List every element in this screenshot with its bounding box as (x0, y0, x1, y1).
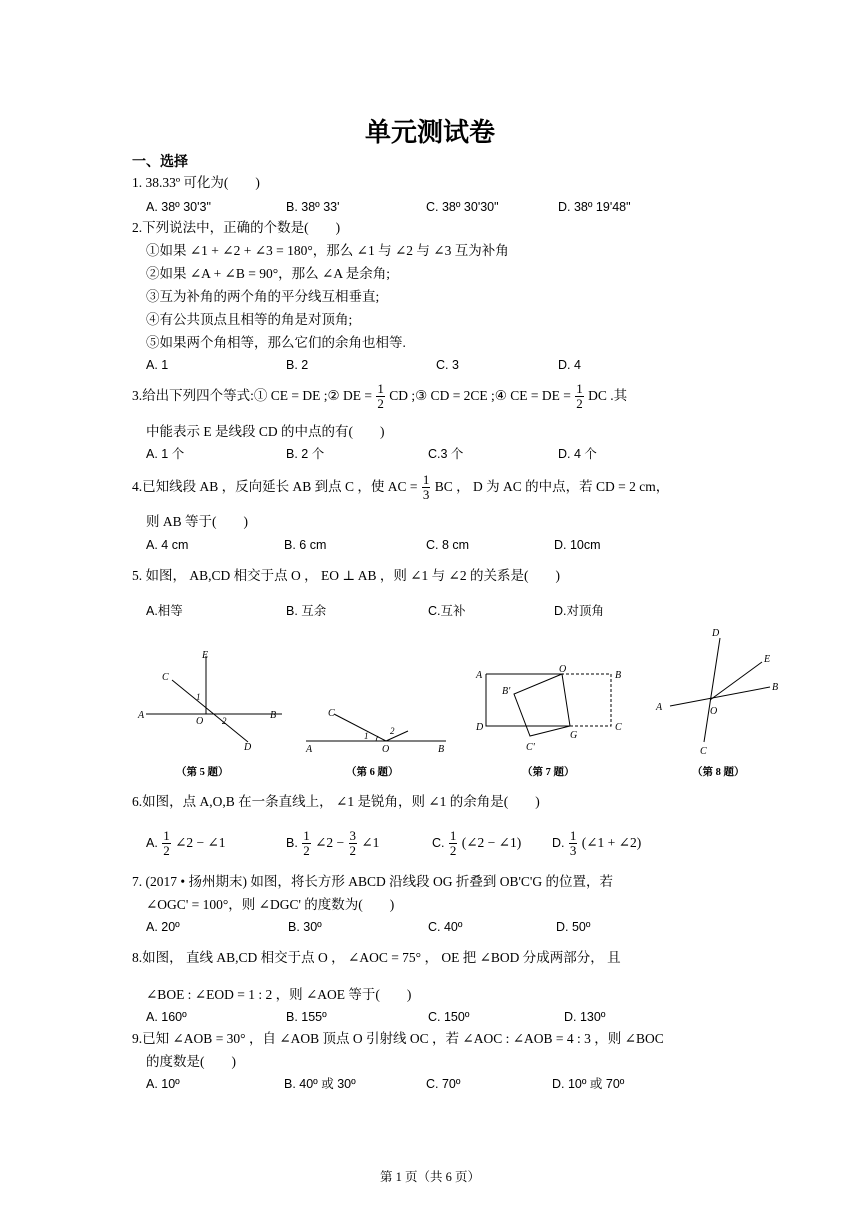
fig5-label-1: 1 (196, 692, 201, 702)
q6-option-d-label: D. (552, 836, 565, 850)
fig8-label-b: B (772, 682, 779, 693)
q6-b-num2: 3 (349, 828, 356, 844)
q6-option-b (286, 826, 379, 860)
q9-option-b: B. 40º 或 30º (284, 1077, 356, 1091)
fig7-label-a: A (476, 670, 483, 681)
fig6-label-o: O (382, 744, 390, 755)
q3-frac1-den: 2 (377, 396, 384, 412)
q6-option-a (146, 826, 226, 860)
q3-option-a: A. 1 个 (146, 447, 185, 461)
q2-item-2: ②如果 ∠A + ∠B = 90°，那么 ∠A 是余角; (146, 266, 390, 281)
q6-b-num: 1 (303, 828, 310, 844)
q2-option-d: D. 4 (558, 358, 581, 372)
q3-stem-part-a: 3.给出下列四个等式:① CE = DE ;② DE = (132, 388, 372, 403)
figure-5 (132, 642, 292, 762)
q6-b-den: 2 (303, 843, 310, 859)
q3-fraction-2 (575, 382, 584, 411)
q6-a-frac (162, 829, 171, 858)
q7-option-c: C. 40º (428, 920, 463, 934)
fig5-label-d: D (244, 742, 252, 753)
figure-8-caption: （第 8 题） (692, 767, 745, 778)
figure-7 (470, 660, 630, 760)
q6-b-frac2 (349, 829, 358, 858)
q4-line2: 则 AB 等于( ) (146, 514, 248, 529)
q8-stem: 8.如图， 直线 AB,CD 相交于点 O ， ∠AOC = 75° ， OE 把 ∠BOD 分成两部分， 且 (132, 950, 621, 965)
q4-option-a: A. 4 cm (146, 538, 189, 552)
q2-item-3: ③互为补角的两个角的平分线互相垂直; (146, 289, 380, 304)
q3-stem (132, 379, 627, 413)
q2-option-b: B. 2 (286, 358, 309, 372)
q3-option-b: B. 2 个 (286, 447, 325, 461)
q2-item-1: ①如果 ∠1 + ∠2 + ∠3 = 180°，那么 ∠1 与 ∠2 与 ∠3 互为补角 (146, 243, 509, 258)
q2-option-a: A. 1 (146, 358, 169, 372)
q4-stem (132, 470, 669, 504)
q6-d-rest: (∠1 + ∠2) (581, 835, 642, 850)
q2-stem: 2.下列说法中，正确的个数是( ) (132, 220, 341, 235)
q2-item-4: ④有公共顶点且相等的角是对顶角; (146, 312, 353, 327)
q9-option-d: D. 10º 或 70º (552, 1077, 625, 1091)
fig7-label-o: O (559, 664, 567, 675)
q6-d-den: 3 (569, 843, 577, 859)
q2-item-5: ⑤如果两个角相等，那么它们的余角也相等. (146, 335, 406, 350)
section-heading: 一、选择 (132, 153, 188, 169)
q7-option-b: B. 30º (288, 920, 322, 934)
q4-option-d: D. 10cm (554, 538, 601, 552)
q5-option-d: D.对顶角 (554, 604, 605, 618)
q8-option-d: D. 130º (564, 1010, 606, 1024)
fig5-label-e: E (202, 650, 209, 661)
fig8-label-c: C (700, 746, 707, 757)
page-footer: 第 1 页（共 6 页） (379, 1170, 480, 1184)
q5-option-a: A.相等 (146, 604, 183, 618)
figure-7-caption: （第 7 题） (522, 767, 575, 778)
fig6-label-c: C (328, 708, 335, 719)
figure-6-caption: （第 6 题） (346, 767, 399, 778)
q4-fraction (422, 473, 431, 502)
q4-frac-den: 3 (422, 487, 430, 503)
figure-6 (298, 700, 458, 760)
q7-option-a: A. 20º (146, 920, 180, 934)
q6-option-d (552, 826, 641, 860)
fig5-label-2: 2 (222, 716, 227, 726)
q8-option-a: A. 160º (146, 1010, 187, 1024)
fig7-label-b: B (615, 670, 622, 681)
q6-d-frac (569, 829, 578, 858)
q8-option-c: C. 150º (428, 1010, 470, 1024)
q6-a-den: 2 (163, 843, 170, 859)
q9-option-c: C. 70º (426, 1077, 461, 1091)
q4-stem-part-a: 4.已知线段 AB ，反向延长 AB 到点 C ，使 AC = (132, 479, 418, 494)
q1-option-c: C. 38º 30'30" (426, 200, 499, 214)
q6-a-rest: ∠2 − ∠1 (175, 835, 226, 850)
fig6-label-a: A (306, 744, 313, 755)
q3-fraction-1 (376, 382, 385, 411)
q9-stem: 9.已知 ∠AOB = 30° ，自 ∠AOB 顶点 O 引射线 OC ，若 ∠AOC : ∠AOB = 4 : 3 ，则 ∠BOC (132, 1031, 664, 1046)
q9-option-a: A. 10º (146, 1077, 180, 1091)
fig6-label-2: 2 (390, 726, 395, 736)
q3-stem-part-c: DC .其 (588, 388, 628, 403)
q3-option-d: D. 4 个 (558, 447, 597, 461)
fig5-label-a: A (138, 710, 145, 721)
fig7-label-d: D (476, 722, 484, 733)
q7-option-d: D. 50º (556, 920, 591, 934)
q8-option-b: B. 155º (286, 1010, 327, 1024)
q7-line2: ∠OGC' = 100°，则 ∠DGC' 的度数为( ) (146, 897, 395, 912)
fig7-label-cprime: C' (526, 742, 535, 753)
fig7-label-c: C (615, 722, 622, 733)
fig5-label-o: O (196, 716, 204, 727)
fig7-label-bprime: B' (502, 686, 511, 697)
q6-c-den: 2 (449, 843, 457, 859)
fig8-label-e: E (764, 654, 771, 665)
figure-8 (648, 624, 788, 758)
q6-option-c (432, 826, 521, 860)
q6-c-rest: (∠2 − ∠1) (461, 835, 522, 850)
q3-line2: 中能表示 E 是线段 CD 的中点的有( ) (146, 424, 385, 439)
fig6-label-1: 1 (364, 731, 369, 741)
q3-option-c: C.3 个 (428, 447, 464, 461)
q6-option-b-label: B. (286, 836, 298, 850)
q6-c-frac (449, 829, 458, 858)
q6-stem: 6.如图，点 A,O,B 在一条直线上， ∠1 是锐角，则 ∠1 的余角是( ) (132, 794, 540, 809)
fig5-label-b: B (270, 710, 277, 721)
q5-option-b: B. 互余 (286, 604, 327, 618)
q1-option-b: B. 38º 33' (286, 200, 340, 214)
q6-option-a-label: A. (146, 836, 158, 850)
fig8-label-o: O (710, 706, 718, 717)
q5-option-c: C.互补 (428, 604, 466, 618)
q6-option-c-label: C. (432, 836, 445, 850)
q3-frac2-num: 1 (576, 381, 583, 397)
q7-stem: 7. (2017 • 扬州期末) 如图，将长方形 ABCD 沿线段 OG 折叠到 OB'C'G 的位置，若 (132, 874, 613, 889)
q6-b-rest2: ∠1 (361, 835, 380, 850)
q6-a-num: 1 (163, 828, 170, 844)
q5-stem: 5. 如图， AB,CD 相交于点 O ， EO ⊥ AB ，则 ∠1 与 ∠2 的关系是( ) (132, 568, 560, 583)
fig8-label-d: D (712, 628, 720, 639)
q4-stem-part-b: BC ， D 为 AC 的中点，若 CD = 2 cm， (434, 479, 670, 494)
q1-option-a: A. 38º 30'3" (146, 200, 211, 214)
q2-option-c: C. 3 (436, 358, 459, 372)
q4-option-b: B. 6 cm (284, 538, 327, 552)
figure-5-caption: （第 5 题） (176, 767, 229, 778)
page-title: 单元测试卷 (364, 117, 495, 147)
q8-line2: ∠BOE : ∠EOD = 1 : 2 ，则 ∠AOE 等于( ) (146, 987, 412, 1002)
fig8-label-a: A (656, 702, 663, 713)
q1-stem: 1. 38.33º 可化为( ) (132, 175, 260, 190)
q3-stem-part-b: CD ;③ CD = 2CE ;④ CE = DE = (389, 388, 571, 403)
q6-b-frac (302, 829, 311, 858)
q6-d-num: 1 (569, 828, 577, 844)
q3-frac1-num: 1 (377, 381, 384, 397)
q6-b-rest: ∠2 − (315, 835, 345, 850)
q3-frac2-den: 2 (576, 396, 583, 412)
q6-b-den2: 2 (349, 843, 356, 859)
q4-option-c: C. 8 cm (426, 538, 470, 552)
fig6-label-b: B (438, 744, 445, 755)
q6-c-num: 1 (449, 828, 457, 844)
q9-line2: 的度数是( ) (146, 1054, 236, 1069)
fig5-label-c: C (162, 672, 169, 683)
q4-frac-num: 1 (422, 472, 430, 488)
fig7-label-g: G (570, 730, 578, 741)
q1-option-d: D. 38º 19'48" (558, 200, 631, 214)
